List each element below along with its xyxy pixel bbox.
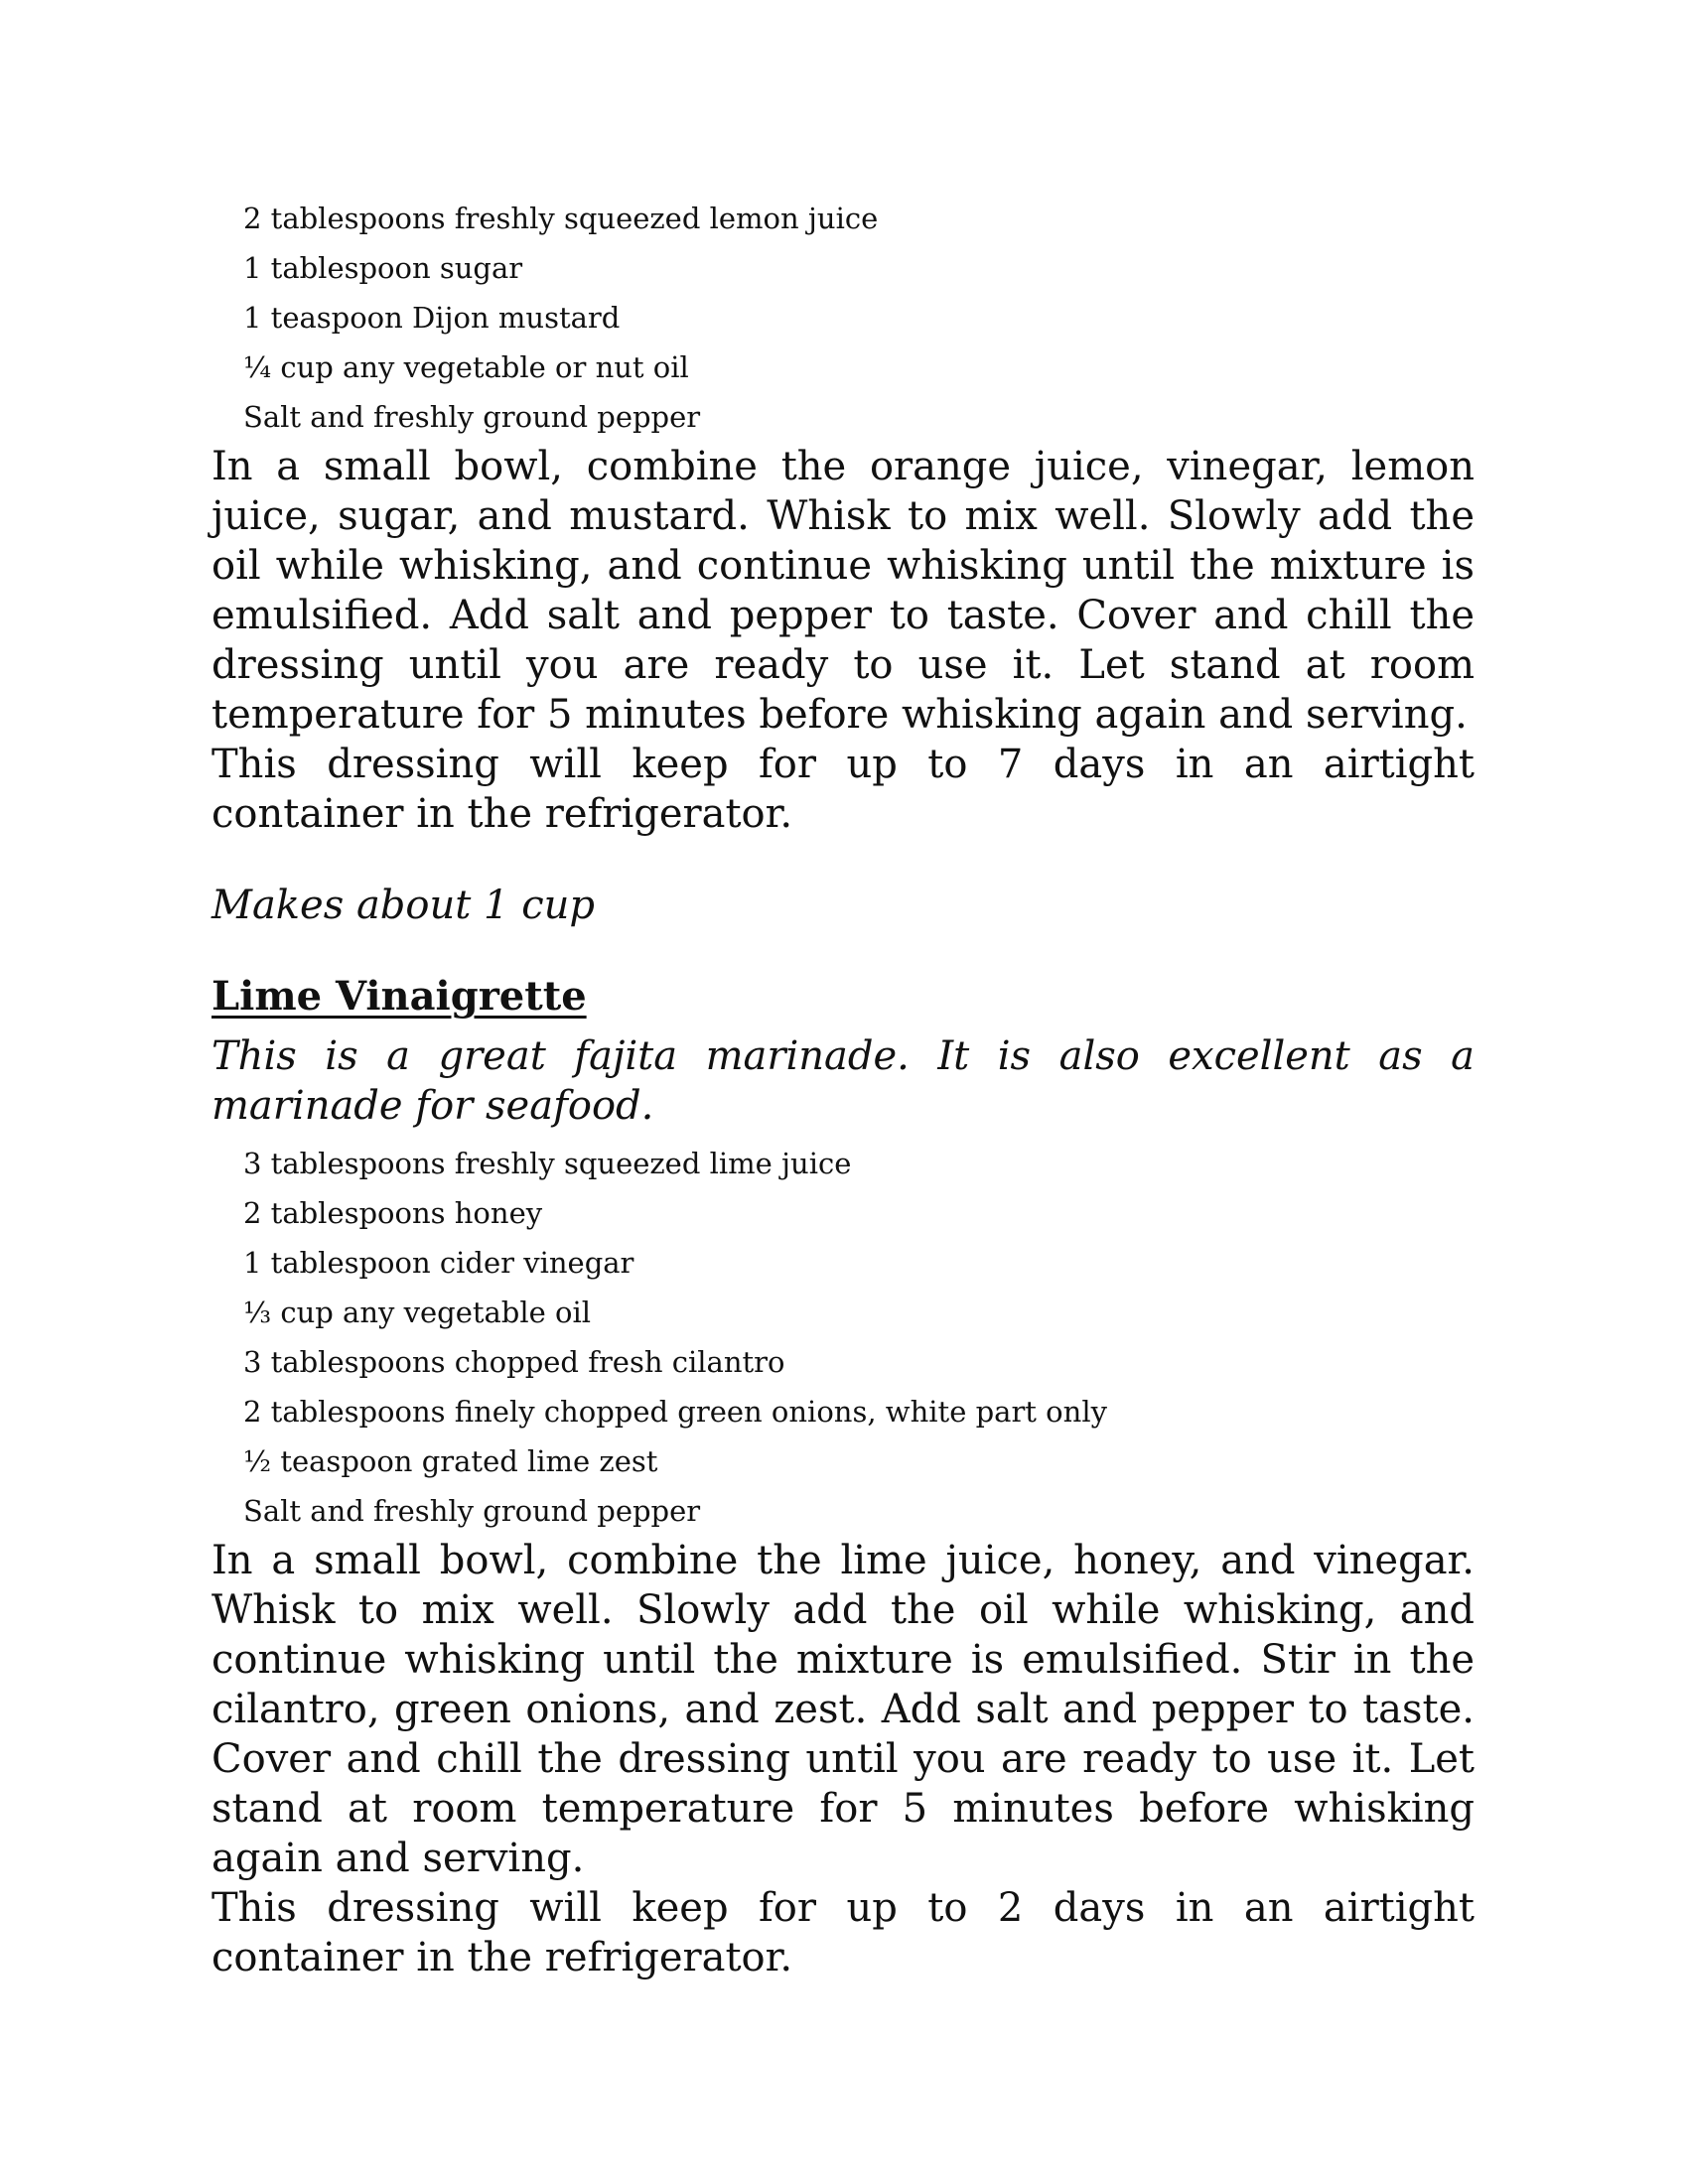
ingredient-item: 2 tablespoons honey [243, 1196, 543, 1230]
ingredient-item: 1 tablespoon sugar [243, 251, 523, 285]
spacer [211, 930, 1475, 972]
ingredient-list [211, 194, 1475, 442]
yield-note: Makes about 1 cup [211, 883, 595, 928]
ingredient-item: 1 teaspoon Dijon mustard [243, 301, 621, 335]
ingredient-item: Salt and freshly ground pepper [243, 1494, 701, 1528]
storage-note: This dressing will keep for up to 7 days in an airtight container in the refrigerator. [211, 742, 1475, 837]
instructions-paragraph: In a small bowl, combine the lime juice, honey, and vinegar. Whisk to mix well. Slowly add the oil while whisking, and continue whisking until the mixture is emulsified. Stir in the cilantro, green onions, and zest. Add salt and pepper to taste. Cover and chill the dressing until you are ready to use it. Let stand at room temperature for 5 minutes before whisking again and serving. [211, 1538, 1475, 1881]
ingredient-item: 3 tablespoons freshly squeezed lime juice [243, 1147, 852, 1180]
instructions-paragraph: In a small bowl, combine the orange juice, vinegar, lemon juice, sugar, and mustard. Whisk to mix well. Slowly add the oil while whisking, and continue whisking until the mixture is emulsified. Add salt and pepper to taste. Cover and chill the dressing until you are ready to use it. Let stand at room temperature for 5 minutes before whisking again and serving. [211, 444, 1475, 738]
ingredient-item: ¼ cup any vegetable or nut oil [243, 350, 689, 384]
ingredient-item: 1 tablespoon cider vinegar [243, 1246, 634, 1280]
ingredient-item: Salt and freshly ground pepper [243, 400, 701, 434]
recipe-title: Lime Vinaigrette [211, 973, 587, 1020]
storage-note: This dressing will keep for up to 2 days in an airtight container in the refrigerator. [211, 1885, 1475, 1980]
recipe-page [211, 194, 1475, 1982]
ingredient-item: 2 tablespoons freshly squeezed lemon juice [243, 202, 879, 235]
ingredient-item: ½ teaspoon grated lime zest [243, 1444, 658, 1478]
ingredient-item: 3 tablespoons chopped fresh cilantro [243, 1345, 785, 1379]
ingredient-list [211, 1139, 1475, 1536]
recipe-intro: This is a great fajita marinade. It is also excellent as a marinade for seafood. [211, 1033, 1475, 1129]
spacer [211, 839, 1475, 881]
ingredient-item: 2 tablespoons finely chopped green onions, white part only [243, 1395, 1107, 1429]
ingredient-item: ⅓ cup any vegetable oil [243, 1296, 592, 1329]
